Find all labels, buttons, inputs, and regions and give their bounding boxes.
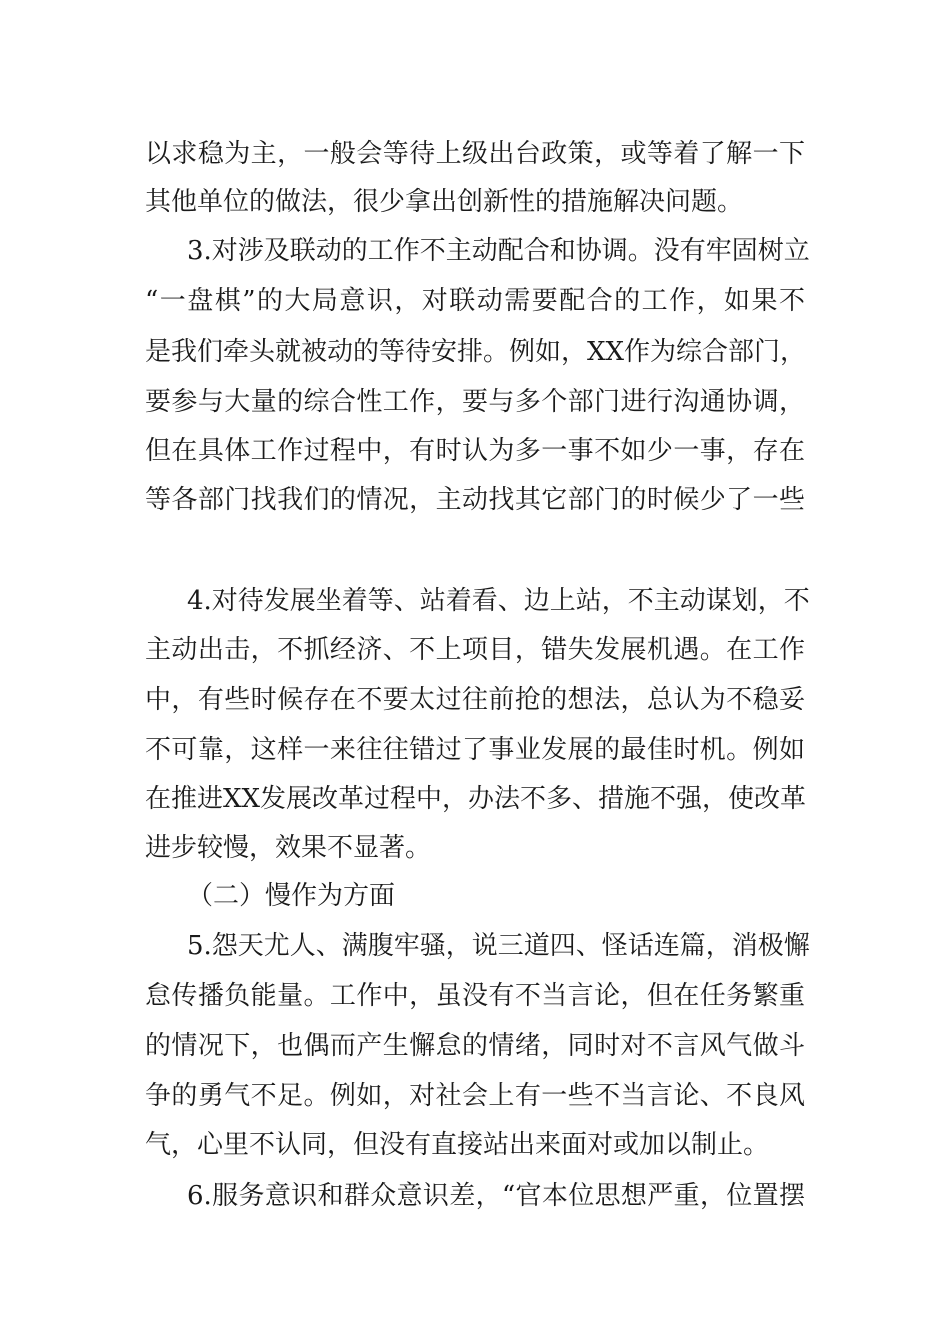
paragraph-line: 要参与大量的综合性工作，要与多个部门进行沟通协调， [145,387,805,417]
paragraph-line: 在推进XX发展改革过程中，办法不多、措施不强，使改革 [145,784,807,814]
paragraph-line: 不可靠，这样一来往往错过了事业发展的最佳时机。例如 [145,735,805,765]
paragraph-line: 怠传播负能量。工作中，虽没有不当言论，但在任务繁重 [145,981,805,1011]
paragraph-line: 以求稳为主，一般会等待上级出台政策，或等着了解一下 [145,139,805,169]
paragraph-line: 其他单位的做法，很少拿出创新性的措施解决问题。 [145,187,744,217]
paragraph-line: 4.对待发展坐着等、站着看、边上站，不主动谋划，不 [187,586,810,616]
paragraph-line: 的情况下，也偶而产生懈怠的情绪，同时对不言风气做斗 [145,1031,805,1061]
paragraph-line: 但在具体工作过程中，有时认为多一事不如少一事，存在 [145,436,805,466]
paragraph-line: 中，有些时候存在不要太过往前抢的想法，总认为不稳妥 [145,685,805,715]
paragraph-line: 进步较慢，效果不显著。 [145,833,432,863]
paragraph-line: 是我们牵头就被动的等待安排。例如，XX作为综合部门， [145,337,807,367]
paragraph-line: 气，心里不认同，但没有直接站出来面对或加以制止。 [145,1130,770,1160]
section-heading: （二）慢作为方面 [187,881,396,911]
paragraph-line: 3.对涉及联动的工作不主动配合和协调。没有牢固树立 [187,236,810,266]
paragraph-line: 主动出击，不抓经济、不上项目，错失发展机遇。在工作 [145,635,805,665]
paragraph-line: 5.怨天尤人、满腹牢骚，说三道四、怪话连篇，消极懈 [187,931,810,961]
paragraph-line: 等各部门找我们的情况，主动找其它部门的时候少了一些 [145,485,805,515]
paragraph-line: 6.服务意识和群众意识差，“官本位思想严重，位置摆 [187,1181,805,1211]
paragraph-line: “一盘棋”的大局意识，对联动需要配合的工作，如果不 [145,286,805,316]
paragraph-line: 争的勇气不足。例如，对社会上有一些不当言论、不良风 [145,1081,805,1111]
